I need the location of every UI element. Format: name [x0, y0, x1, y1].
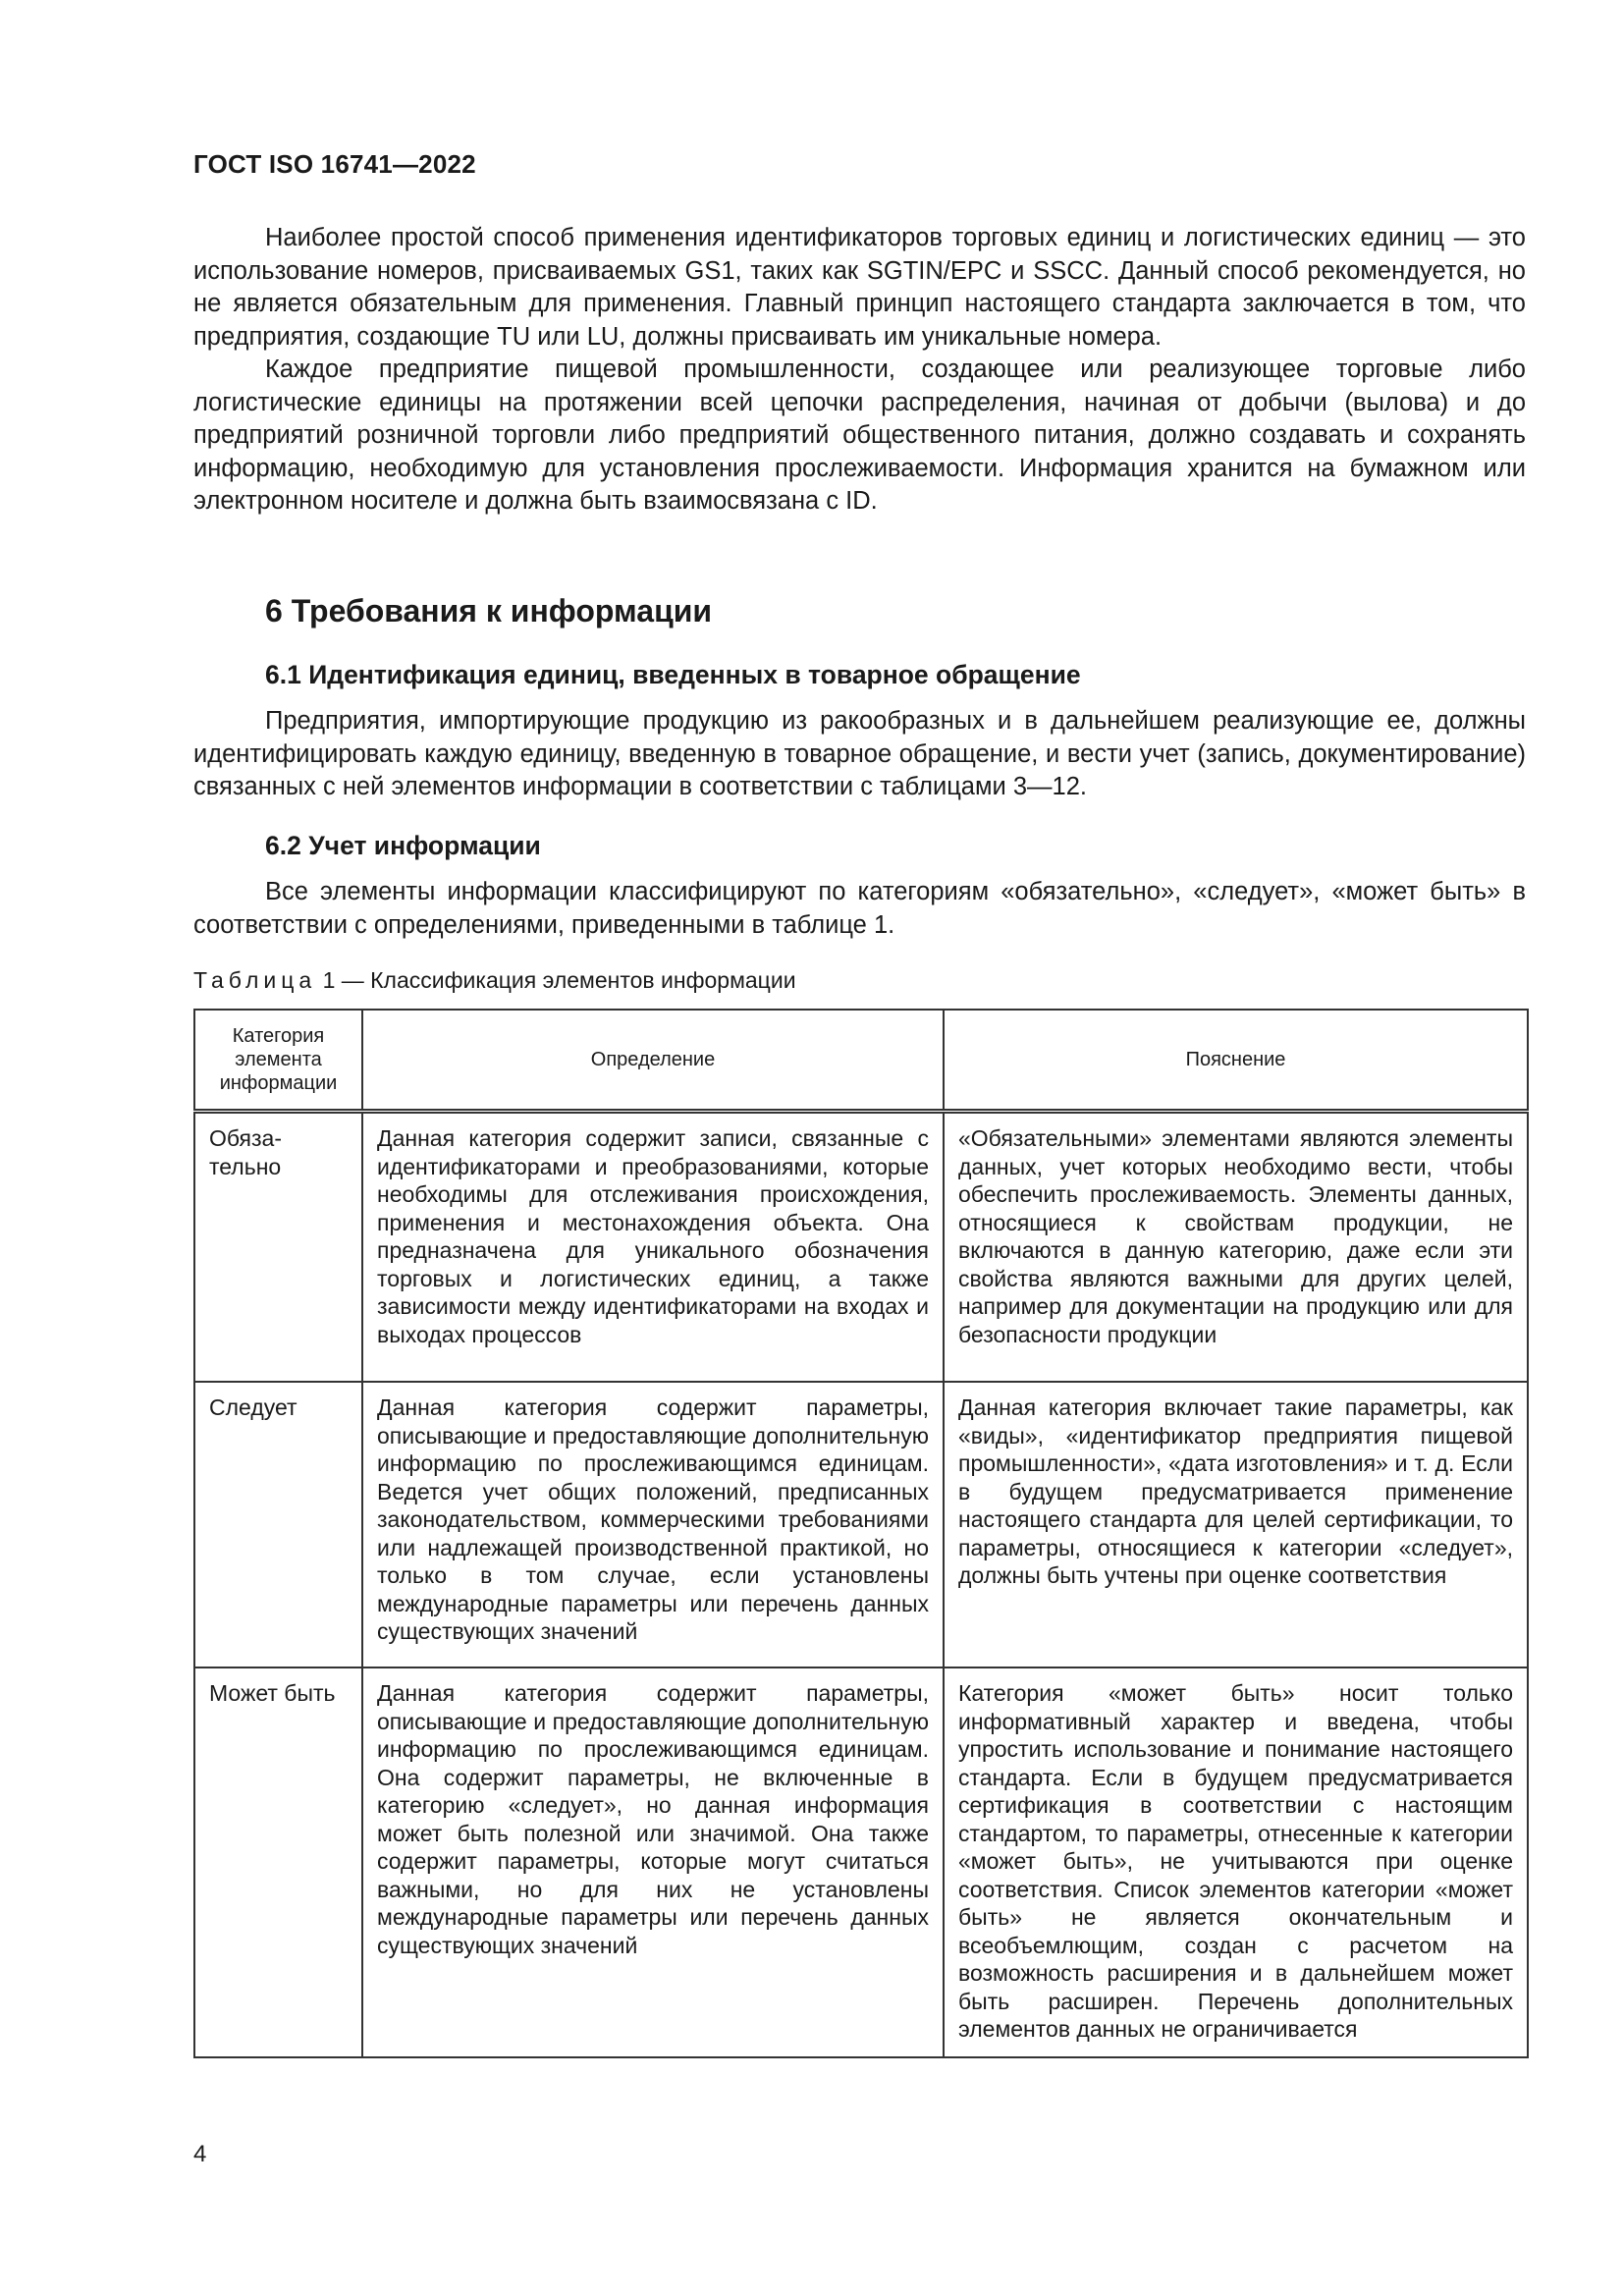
table-row: [194, 1112, 1528, 1383]
column-header-category: Категория элемента информации: [194, 1010, 362, 1112]
definition-cell: Данная категория содержит параметры, описывающие и предоставляющие дополнительную информацию по прослеживающимся единицам. Она содержит параметры, не включенные в категорию «следует», но данная информация может быть полезной или значимой. Она также содержит параметры, которые могут считаться важными, но для них не установлены международные параметры или перечень данных существующих значений: [362, 1667, 944, 2057]
explanation-cell: Данная категория включает такие параметры, как «виды», «идентификатор предприятия пищевой промышленности», «дата изготовления» и т. д. Если в будущем предусматривается применение настоящего стандарта для целей сертификации, то параметры, относящиеся к категории «следует», должны быть учтены при оценке соответствия: [944, 1382, 1528, 1667]
table-caption: [193, 967, 796, 994]
definition-cell: Данная категория содержит параметры, описывающие и предоставляющие дополнительную информацию по прослеживающимся единицам. Ведется учет общих положений, предписанных законодательством, коммерческими требованиями или надлежащей производственной практикой, но только в том случае, если установлены международные параметры или перечень данных существующих значений: [362, 1382, 944, 1667]
subsection-heading: 6.2 Учет информации: [265, 831, 541, 860]
table-row: [194, 1382, 1528, 1667]
subsection-heading: 6.1 Идентификация единиц, введенных в товарное обращение: [265, 660, 1081, 689]
paragraph: Наиболее простой способ применения идентификаторов торговых единиц и логистических единиц — это использование номеров, присваиваемых GS1, таких как SGTIN/EPC и SSCC. Данный способ рекомендуется, но не является обязательным для применения. Главный принцип настоящего стандарта заключается в том, что предприятия, создающие TU или LU, должны присваивать им уникальные номера.: [193, 224, 1526, 351]
intro-text: [193, 222, 1526, 519]
column-header-explanation: Пояснение: [944, 1010, 1528, 1112]
document-code-header: ГОСТ ISO 16741—2022: [193, 149, 476, 179]
subsection-text: [193, 876, 1526, 942]
definition-cell: Данная категория содержит записи, связанные с идентификаторами и преобразованиями, которые необходимы для отслеживания происхождения, применения и местонахождения объекта. Она предназначена для уникального обозначения торговых и логистических единиц, а также зависимости между идентификаторами на входах и выходах процессов: [362, 1112, 944, 1383]
paragraph: Предприятия, импортирующие продукцию из ракообразных и в дальнейшем реализующие ее, должны идентифицировать каждую единицу, введенную в товарное обращение, и вести учет (запись, документирование) связанных с ней элементов информации в соответствии с таблицами 3—12.: [193, 707, 1526, 800]
category-cell: Обяза- тельно: [194, 1112, 362, 1383]
explanation-cell: Категория «может быть» носит только информативный характер и введена, чтобы упростить использование и понимание настоящего стандарта. Если в будущем предусматривается сертификация в соответствии с настоящим стандартом, то параметры, отнесенные к категории «может быть», не учитываются при оценке соответствия. Список элементов категории «может быть» не является окончательным и всеобъемлющим, создан с расчетом на возможность расширения и в дальнейшем может быть расширен. Перечень дополнительных элементов данных не ограничивается: [944, 1667, 1528, 2057]
paragraph: Каждое предприятие пищевой промышленности, создающее или реализующее торговые либо логистические единицы на протяжении всей цепочки распределения, начиная от добычи (вылова) и до предприятий розничной торговли либо предприятий общественного питания, должно создавать и сохранять информацию, необходимую для установления прослеживаемости. Информация хранится на бумажном или электронном носителе и должна быть взаимосвязана с ID.: [193, 355, 1526, 515]
column-header-definition: Определение: [362, 1010, 944, 1112]
classification-table: [193, 1009, 1529, 2058]
table-row: [194, 1667, 1528, 2057]
paragraph: Все элементы информации классифицируют по категориям «обязательно», «следует», «может быть» в соответствии с определениями, приведенными в таблице 1.: [193, 878, 1526, 939]
category-cell: Следует: [194, 1382, 362, 1667]
category-cell: Может быть: [194, 1667, 362, 2057]
subsection-text: [193, 705, 1526, 804]
table-caption-text: 1 — Классификация элементов информации: [316, 967, 796, 993]
section-heading: 6 Требования к информации: [265, 593, 713, 629]
table-caption-prefix: Таблица: [193, 967, 317, 993]
page-number: 4: [193, 2141, 207, 2167]
table-header-row: [194, 1010, 1528, 1112]
explanation-cell: «Обязательными» элементами являются элементы данных, учет которых необходимо вести, чтобы обеспечить прослеживаемость. Элементы данных, относящиеся к свойствам продукции, не включаются в данную категорию, даже если эти свойства являются важными для других целей, например для документации на продукцию или для безопасности продукции: [944, 1112, 1528, 1383]
